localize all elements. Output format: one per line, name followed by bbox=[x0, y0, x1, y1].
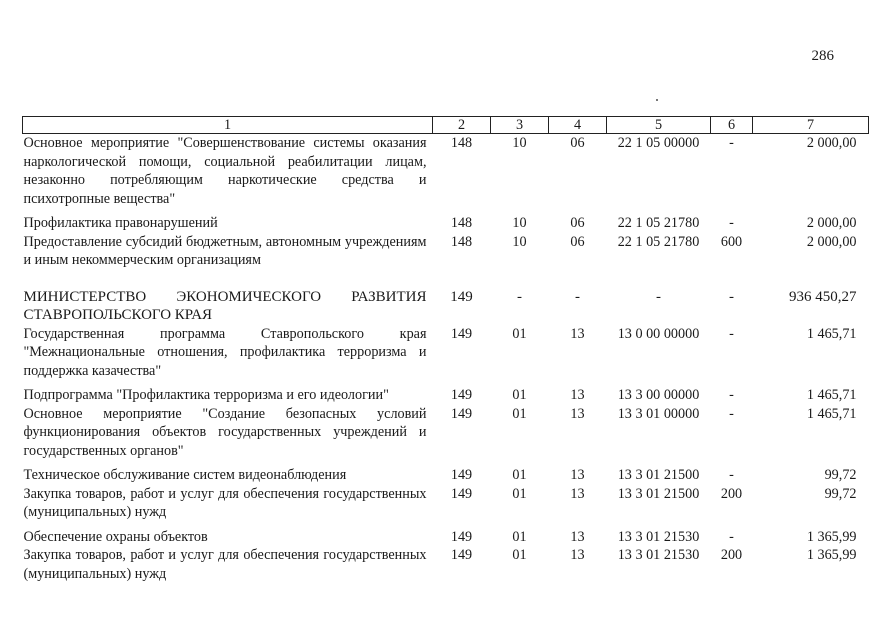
row-amount: 99,72 bbox=[824, 467, 857, 483]
row-subsection: 13 bbox=[570, 405, 585, 422]
row-expense-type: 200 bbox=[720, 485, 743, 502]
row-expense-type: - bbox=[729, 215, 734, 231]
row-ministry-code: 149 bbox=[450, 387, 473, 403]
row-target-article: - bbox=[656, 288, 661, 305]
row-ministry-code: 149 bbox=[450, 405, 473, 422]
table-row bbox=[23, 325, 869, 381]
row-expense-type: - bbox=[729, 135, 734, 151]
row-expense-type: - bbox=[729, 528, 734, 545]
table-row bbox=[23, 522, 869, 547]
row-section: 01 bbox=[512, 387, 527, 403]
header-col-3: 3 bbox=[491, 117, 549, 134]
row-name: Профилактика правонарушений bbox=[23, 215, 218, 231]
header-col-4: 4 bbox=[549, 117, 607, 134]
row-ministry-code: 148 bbox=[450, 233, 473, 250]
row-expense-type: - bbox=[729, 405, 734, 422]
row-amount: 1 365,99 bbox=[806, 528, 857, 545]
table-row bbox=[23, 460, 869, 485]
row-amount: 936 450,27 bbox=[789, 288, 857, 305]
row-expense-type: - bbox=[729, 325, 734, 342]
row-section: - bbox=[517, 288, 522, 305]
row-section: 01 bbox=[512, 528, 527, 545]
row-section: 01 bbox=[512, 547, 527, 563]
row-subsection: 13 bbox=[570, 485, 585, 502]
row-name: Государственная программа Ставропольского края "Межнациональные отношения, профилактика терроризма и поддержка казачества" bbox=[23, 325, 427, 379]
header-col-2: 2 bbox=[433, 117, 491, 134]
table-header-row bbox=[23, 117, 869, 134]
row-section: 10 bbox=[512, 233, 527, 250]
row-amount: 1 465,71 bbox=[806, 325, 857, 342]
row-name: Основное мероприятие "Совершенствование системы оказания наркологической помощи, социальной реабилитации лицам, незаконно потребляющим наркотические средства и психотропные вещества" bbox=[23, 135, 427, 207]
row-section: 01 bbox=[512, 485, 527, 502]
row-target-article: 22 1 05 21780 bbox=[617, 215, 700, 231]
row-ministry-code: 149 bbox=[450, 288, 473, 305]
table-row bbox=[23, 546, 869, 583]
row-name: Подпрограмма "Профилактика терроризма и его идеологии" bbox=[23, 387, 389, 403]
budget-table bbox=[22, 116, 869, 583]
row-target-article: 13 0 00 00000 bbox=[617, 325, 700, 342]
row-target-article: 13 3 01 21500 bbox=[617, 467, 700, 483]
row-expense-type: - bbox=[729, 467, 734, 483]
row-target-article: 22 1 05 21780 bbox=[617, 233, 700, 250]
row-amount: 1 365,99 bbox=[806, 547, 857, 563]
row-ministry-code: 149 bbox=[450, 547, 473, 563]
row-subsection: 06 bbox=[570, 233, 585, 250]
row-section: 10 bbox=[512, 215, 527, 231]
ministry-row bbox=[23, 270, 869, 325]
row-ministry-code: 149 bbox=[450, 485, 473, 502]
row-ministry-code: 148 bbox=[450, 215, 473, 231]
table-row bbox=[23, 485, 869, 522]
row-ministry-code: 149 bbox=[450, 528, 473, 545]
row-expense-type: 600 bbox=[720, 233, 743, 250]
row-name: Основное мероприятие "Создание безопасных условий функционирования объектов государственных учреждений и государственных органов" bbox=[23, 405, 427, 459]
header-col-7: 7 bbox=[753, 117, 869, 134]
row-name: Предоставление субсидий бюджетным, автономным учреждениям и иным некоммерческим организациям bbox=[23, 233, 427, 268]
header-col-5: 5 bbox=[607, 117, 711, 134]
row-target-article: 22 1 05 00000 bbox=[617, 135, 700, 151]
row-expense-type: 200 bbox=[720, 547, 743, 563]
row-subsection: 13 bbox=[570, 387, 585, 403]
row-target-article: 13 3 01 21530 bbox=[617, 528, 700, 545]
row-ministry-code: 148 bbox=[450, 135, 473, 151]
header-col-6: 6 bbox=[711, 117, 753, 134]
row-subsection: 06 bbox=[570, 215, 585, 231]
row-subsection: 13 bbox=[570, 467, 585, 483]
row-section: 01 bbox=[512, 325, 527, 342]
row-target-article: 13 3 01 00000 bbox=[617, 405, 700, 422]
row-name: Обеспечение охраны объектов bbox=[23, 528, 208, 545]
row-amount: 99,72 bbox=[824, 485, 857, 502]
row-section: 01 bbox=[512, 405, 527, 422]
row-subsection: 13 bbox=[570, 325, 585, 342]
row-name: Закупка товаров, работ и услуг для обеспечения государственных (муниципальных) нужд bbox=[23, 547, 427, 582]
row-ministry-code: 149 bbox=[450, 467, 473, 483]
row-amount: 2 000,00 bbox=[806, 215, 857, 231]
row-subsection: 13 bbox=[570, 528, 585, 545]
row-subsection: 06 bbox=[570, 135, 585, 151]
row-section: 01 bbox=[512, 467, 527, 483]
header-col-1: 1 bbox=[23, 117, 433, 134]
row-expense-type: - bbox=[729, 387, 734, 403]
row-amount: 2 000,00 bbox=[806, 135, 857, 151]
row-name: Техническое обслуживание систем видеонаблюдения bbox=[23, 467, 347, 483]
row-amount: 1 465,71 bbox=[806, 387, 857, 403]
table-row bbox=[23, 208, 869, 233]
row-target-article: 13 3 01 21530 bbox=[617, 547, 700, 563]
row-subsection: - bbox=[575, 288, 580, 305]
row-amount: 2 000,00 bbox=[806, 233, 857, 250]
page-number: 286 bbox=[811, 48, 834, 64]
row-section: 10 bbox=[512, 135, 527, 151]
row-subsection: 13 bbox=[570, 547, 585, 563]
row-name: Закупка товаров, работ и услуг для обеспечения государственных (муниципальных) нужд bbox=[23, 485, 427, 520]
table-row bbox=[23, 405, 869, 461]
scan-speck bbox=[656, 99, 658, 101]
row-target-article: 13 3 00 00000 bbox=[617, 387, 700, 403]
row-expense-type: - bbox=[729, 288, 734, 305]
table-row bbox=[23, 233, 869, 270]
row-name: МИНИСТЕРСТВО ЭКОНОМИЧЕСКОГО РАЗВИТИЯ СТАВРОПОЛЬСКОГО КРАЯ bbox=[23, 288, 427, 323]
row-ministry-code: 149 bbox=[450, 325, 473, 342]
table-row bbox=[23, 380, 869, 405]
row-target-article: 13 3 01 21500 bbox=[617, 485, 700, 502]
row-amount: 1 465,71 bbox=[806, 405, 857, 422]
table-row bbox=[23, 134, 869, 209]
